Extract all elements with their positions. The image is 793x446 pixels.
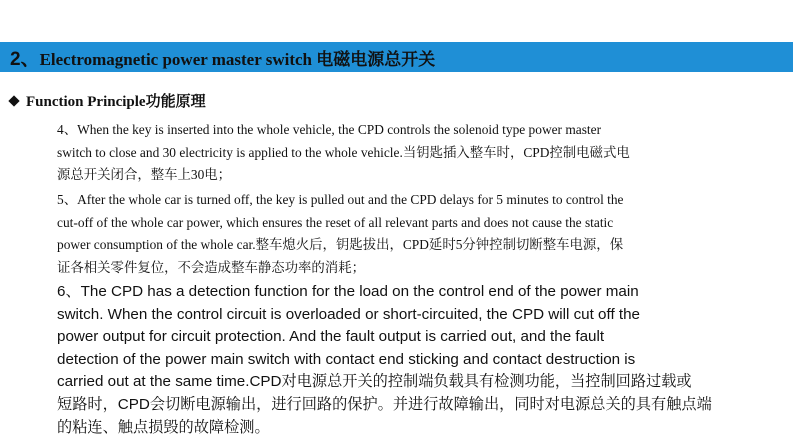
paragraph-line: 的粘连、触点损毁的故障检测。 — [57, 418, 270, 436]
paragraph-6 — [57, 281, 777, 439]
function-principle-label: Function Principle功能原理 — [26, 94, 206, 110]
section-title-text: Electromagnetic power master switch 电磁电源总开关 — [39, 49, 436, 69]
section-header-bar — [0, 42, 793, 72]
paragraph-line: switch. When the control circuit is overloaded or short-circuited, the CPD will cut off the — [57, 305, 640, 323]
paragraph-line: 5、After the whole car is turned off, the key is pulled out and the CPD delays for 5 minutes to control the — [57, 192, 624, 207]
paragraph-line: carried out at the same time.CPD对电源总开关的控制端负载具有检测功能，当控制回路过载或 — [57, 373, 692, 391]
paragraph-5 — [57, 189, 777, 279]
section-title — [10, 44, 435, 71]
function-principle-heading — [8, 90, 206, 111]
paragraph-line: power consumption of the whole car.整车熄火后，钥匙拔出，CPD延时5分钟控制切断整车电源，保 — [57, 237, 624, 252]
paragraph-line: 6、The CPD has a detection function for the load on the control end of the power main — [57, 283, 639, 300]
paragraph-line: cut-off of the whole car power, which ensures the reset of all relevant parts and does not cause the static — [57, 214, 614, 230]
paragraph-line: 证各相关零件复位，不会造成整车静态功率的消耗； — [57, 259, 365, 275]
paragraph-line: switch to close and 30 electricity is applied to the whole vehicle.当钥匙插入整车时，CPD控制电磁式电 — [57, 144, 630, 160]
paragraph-line: 4、When the key is inserted into the whole vehicle, the CPD controls the solenoid type power master — [57, 122, 602, 137]
paragraph-line: 源总开关闭合，整车上30电； — [57, 167, 232, 182]
paragraph-line: 短路时，CPD会切断电源输出，进行回路的保护。并进行故障输出，同时对电源总关的具有触点端 — [57, 395, 712, 413]
paragraph-line: power output for circuit protection. And the fault output is carried out, and the fault — [57, 328, 605, 346]
diamond-bullet-icon — [8, 95, 19, 106]
section-number: 2、 — [10, 48, 40, 70]
paragraph-line: detection of the power main switch with contact end sticking and contact destruction is — [57, 350, 636, 368]
paragraph-4 — [57, 119, 777, 187]
